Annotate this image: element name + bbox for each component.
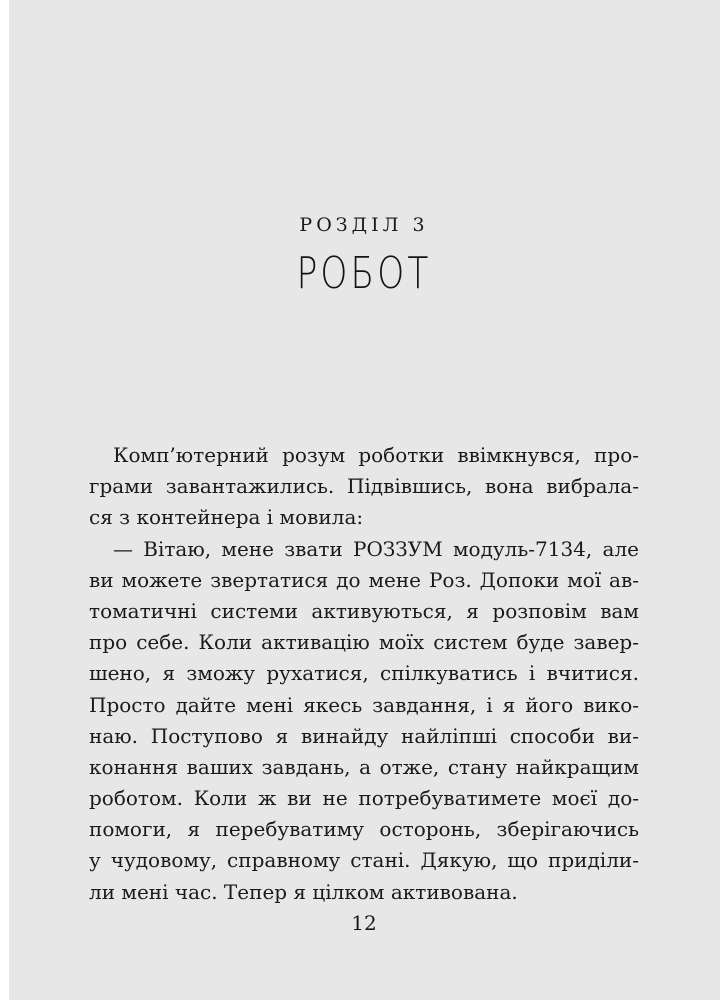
page-number: 12 — [351, 911, 377, 935]
body-text — [89, 440, 639, 908]
text-line: про себе. Коли активацію моїх систем буде завер- — [89, 630, 639, 655]
text-line: у чудовому, справному стані. Дякую, що приділи- — [89, 848, 639, 873]
chapter-title: РОБОТ — [296, 248, 432, 299]
text-line: — Вітаю, мене звати РОЗЗУМ модуль-7134, але — [113, 536, 639, 561]
text-line: наю. Поступово я винайду найліпші способи ви- — [89, 723, 639, 748]
text-line: ли мені час. Тепер я цілком активована. — [89, 879, 518, 904]
text-line: помоги, я перебуватиму осторонь, зберігаючись — [89, 817, 639, 842]
text-line: Просто дайте мені якесь завдання, і я його вико- — [89, 692, 639, 717]
text-line: шено, я зможу рухатися, спілкуватись і вчитися. — [89, 661, 639, 686]
text-line: ви можете звертатися до мене Роз. Допоки мої ав- — [89, 567, 639, 592]
text-line: ся з контейнера і мовила: — [89, 505, 364, 530]
text-line: роботом. Коли ж ви не потребуватимете моєї до- — [89, 786, 639, 811]
text-line: Комп’ютерний розум роботки ввімкнувся, про- — [113, 443, 639, 467]
chapter-label: РОЗДІЛ 3 — [299, 214, 429, 236]
text-line: грами завантажились. Підвівшись, вона вибрала- — [89, 474, 639, 499]
text-line: конання ваших завдань, а отже, стану найкращим — [89, 754, 639, 779]
text-line: томатичні системи активуються, я розповім вам — [89, 598, 639, 623]
